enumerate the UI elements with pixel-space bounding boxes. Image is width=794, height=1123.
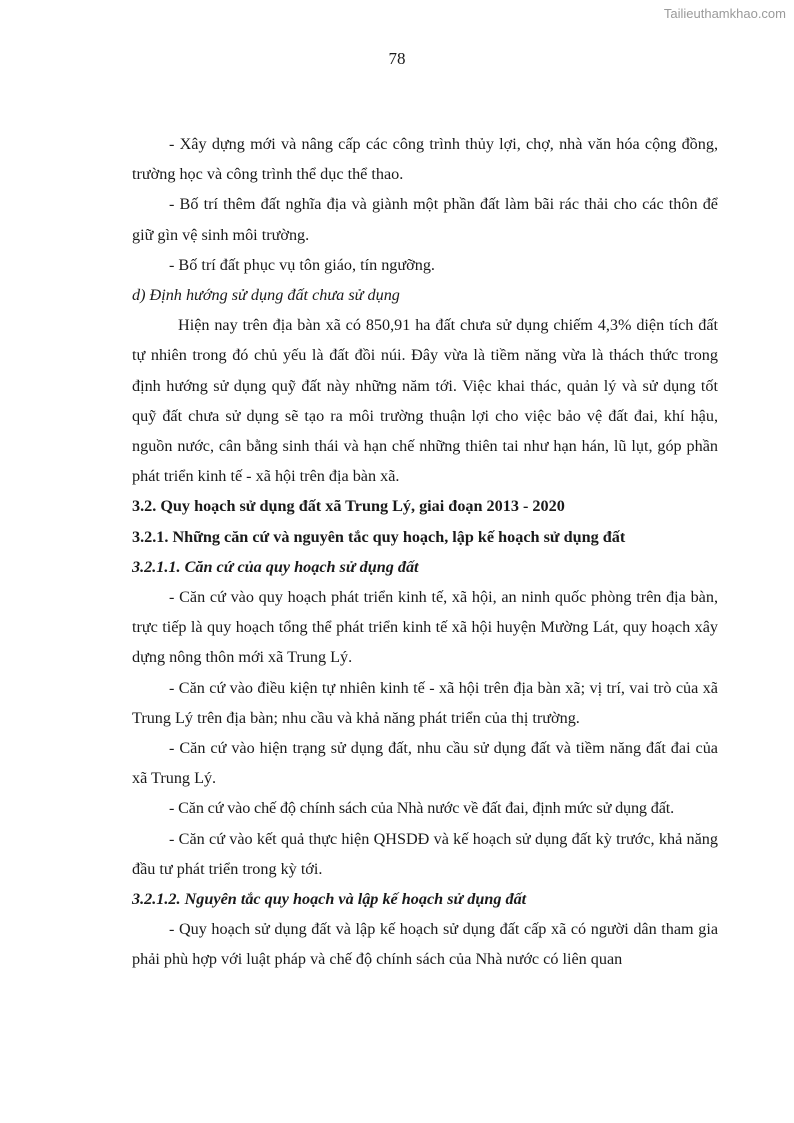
paragraph-basis-planning: - Căn cứ vào quy hoạch phát triển kinh tế, xã hội, an ninh quốc phòng trên địa bàn, trực tiếp là quy hoạch tổng thể phát triển kinh tế xã hội huyện Mường Lát, quy hoạch xây dựng nông thôn mới xã Trung Lý. xyxy=(132,588,718,667)
paragraph-religious-land: - Bố trí đất phục vụ tôn giáo, tín ngưỡng. xyxy=(169,255,435,274)
paragraph-basis-natural-conditions: - Căn cứ vào điều kiện tự nhiên kinh tế - xã hội trên địa bàn xã; vị trí, vai trò của xã Trung Lý trên địa bàn; nhu cầu và khả năng phát triển của thị trường. xyxy=(132,678,718,727)
paragraph-basis-previous-results: - Căn cứ vào kết quả thực hiện QHSDĐ và kế hoạch sử dụng đất kỳ trước, khả năng đầu tư phát triển trong kỳ tới. xyxy=(132,829,718,878)
paragraph-irrigation-markets: - Xây dựng mới và nâng cấp các công trình thủy lợi, chợ, nhà văn hóa cộng đồng, trường học và công trình thể dục thể thao. xyxy=(132,135,718,184)
paragraph-cemetery-landfill: - Bố trí thêm đất nghĩa địa và giành một phần đất làm bãi rác thải cho các thôn để giữ gìn vệ sinh môi trường. xyxy=(132,195,718,244)
heading-section-3-2-1: 3.2.1. Những căn cứ và nguyên tắc quy hoạch, lập kế hoạch sử dụng đất xyxy=(132,527,626,546)
paragraph-principles: - Quy hoạch sử dụng đất và lập kế hoạch sử dụng đất cấp xã có người dân tham gia phải phù hợp với luật pháp và chế độ chính sách của Nhà nước có liên quan xyxy=(132,920,718,969)
paragraph-basis-policy: - Căn cứ vào chế độ chính sách của Nhà nước về đất đai, định mức sử dụng đất. xyxy=(169,799,674,818)
paragraph-unused-land: Hiện nay trên địa bàn xã có 850,91 ha đất chưa sử dụng chiếm 4,3% diện tích đất tự nhiên trong đó chủ yếu là đất đồi núi. Đây vừa là tiềm năng vừa là thách thức trong định hướng sử dụng quỹ đất này những năm tới. Việc khai thác, quản lý và sử dụng tốt quỹ đất chưa sử dụng sẽ tạo ra môi trường thuận lợi cho việc bảo vệ đất đai, khí hậu, nguồn nước, cân bằng sinh thái và hạn chế những thiên tai như hạn hán, lũ lụt, góp phần phát triển kinh tế - xã hội trên địa bàn xã. xyxy=(132,316,718,486)
paragraph-basis-current-status: - Căn cứ vào hiện trạng sử dụng đất, nhu cầu sử dụng đất và tiềm năng đất đai của xã Trung Lý. xyxy=(132,739,718,788)
heading-section-3-2-1-2: 3.2.1.2. Nguyên tắc quy hoạch và lập kế hoạch sử dụng đất xyxy=(132,890,527,909)
watermark: Tailieuthamkhao.com xyxy=(663,6,786,21)
page-number: 78 xyxy=(388,49,406,68)
heading-section-3-2: 3.2. Quy hoạch sử dụng đất xã Trung Lý, giai đoạn 2013 - 2020 xyxy=(132,497,565,516)
heading-section-3-2-1-1: 3.2.1.1. Căn cứ của quy hoạch sử dụng đất xyxy=(132,557,419,576)
heading-unused-land-orientation: d) Định hướng sử dụng đất chưa sử dụng xyxy=(132,286,400,305)
document-body xyxy=(132,129,718,975)
